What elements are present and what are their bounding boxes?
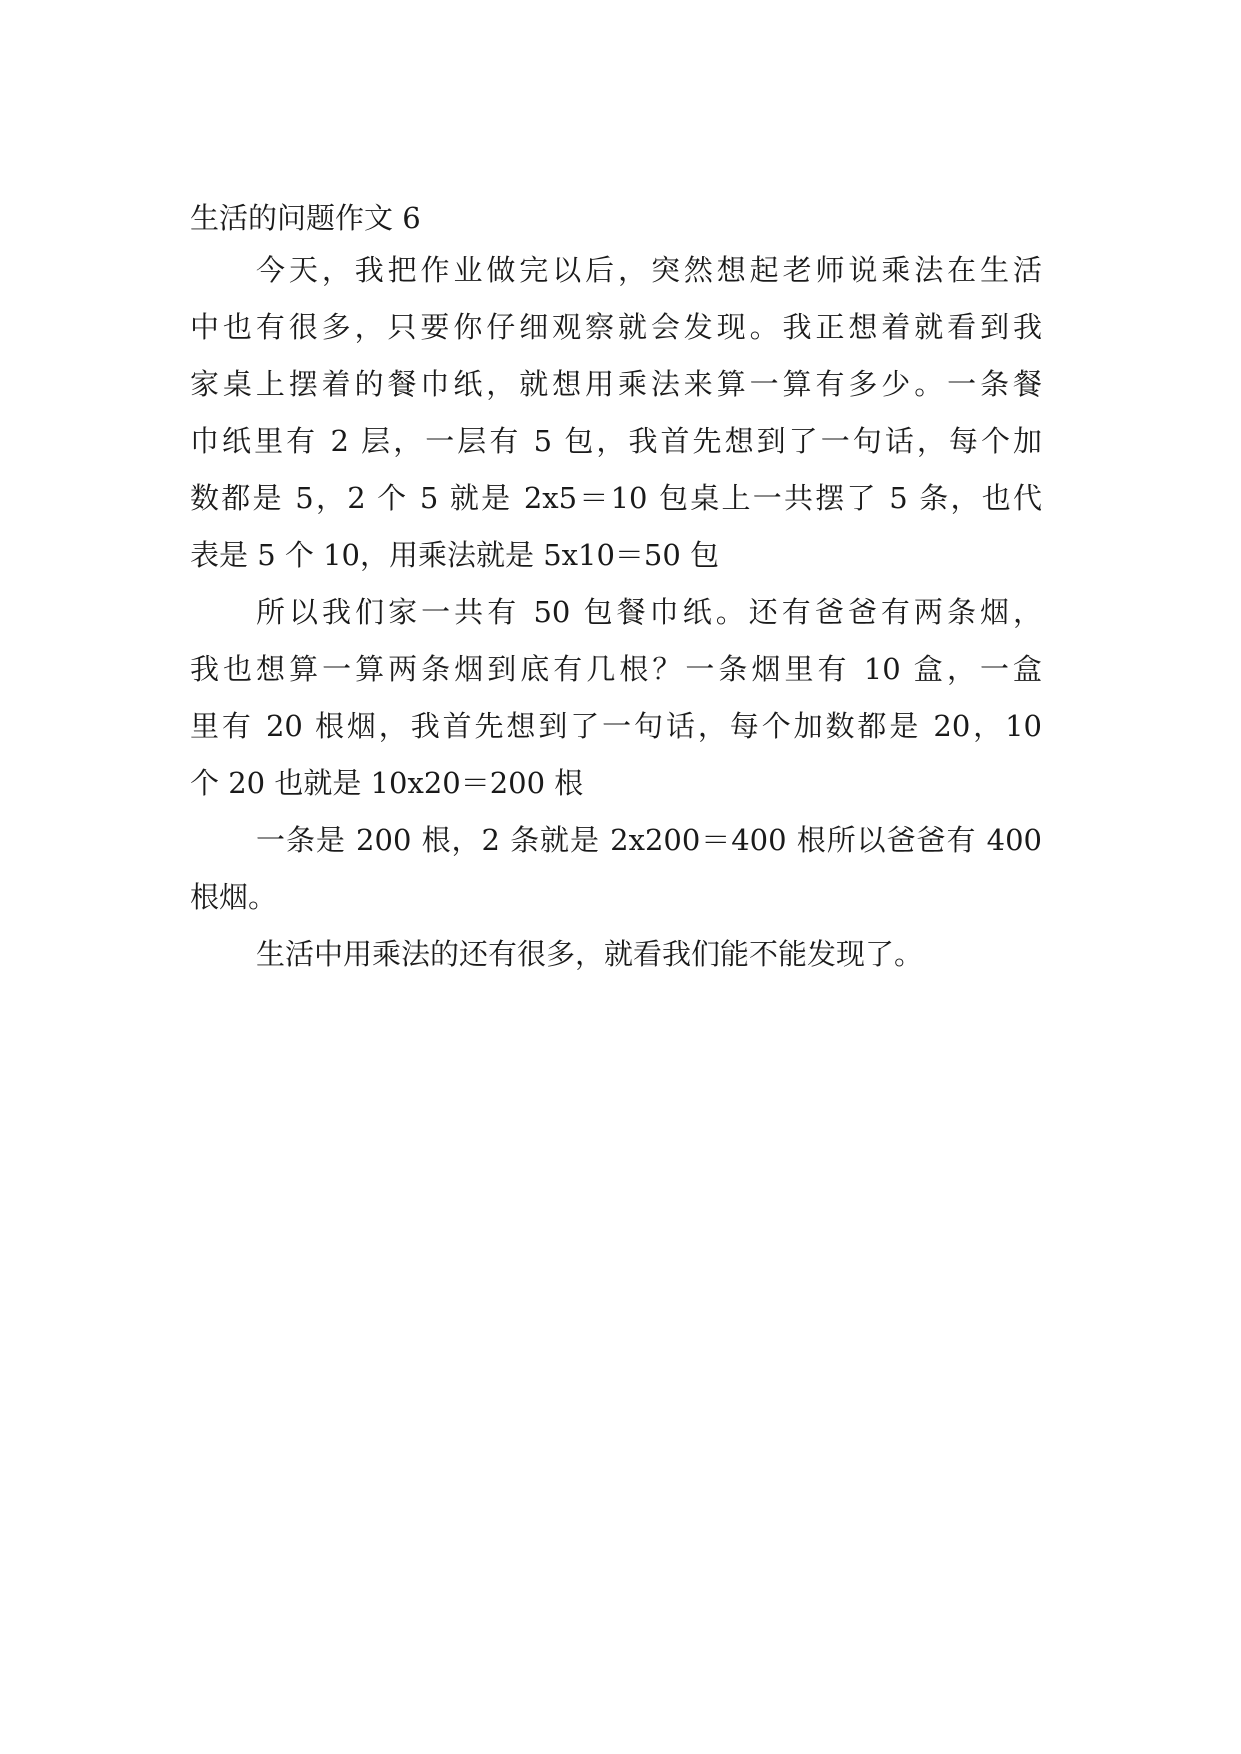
paragraph-line: 一条是 200 根，2 条就是 2x200＝400 根所以爸爸有 400: [256, 823, 1042, 857]
paragraph-line: 所以我们家一共有 50 包餐巾纸。还有爸爸有两条烟，: [256, 595, 1042, 629]
paragraph-line: 我也想算一算两条烟到底有几根？一条烟里有 10 盒，一盒: [190, 652, 1042, 686]
document-title: 生活的问题作文 6: [190, 201, 421, 235]
paragraph-line: 生活中用乘法的还有很多，就看我们能不能发现了。: [256, 937, 924, 971]
paragraph-line: 巾纸里有 2 层，一层有 5 包，我首先想到了一句话，每个加: [190, 424, 1042, 458]
paragraph-line: 里有 20 根烟，我首先想到了一句话，每个加数都是 20，10: [190, 709, 1042, 743]
paragraph-line: 今天，我把作业做完以后，突然想起老师说乘法在生活: [256, 253, 1042, 287]
paragraph-line: 家桌上摆着的餐巾纸，就想用乘法来算一算有多少。一条餐: [190, 367, 1042, 401]
paragraph-line: 个 20 也就是 10x20＝200 根: [190, 766, 584, 800]
paragraph-line: 数都是 5，2 个 5 就是 2x5＝10 包桌上一共摆了 5 条，也代: [190, 481, 1042, 515]
paragraph-line: 根烟。: [190, 880, 278, 914]
paragraph-line: 中也有很多，只要你仔细观察就会发现。我正想着就看到我: [190, 310, 1042, 344]
paragraph-line: 表是 5 个 10，用乘法就是 5x10＝50 包: [190, 538, 720, 572]
